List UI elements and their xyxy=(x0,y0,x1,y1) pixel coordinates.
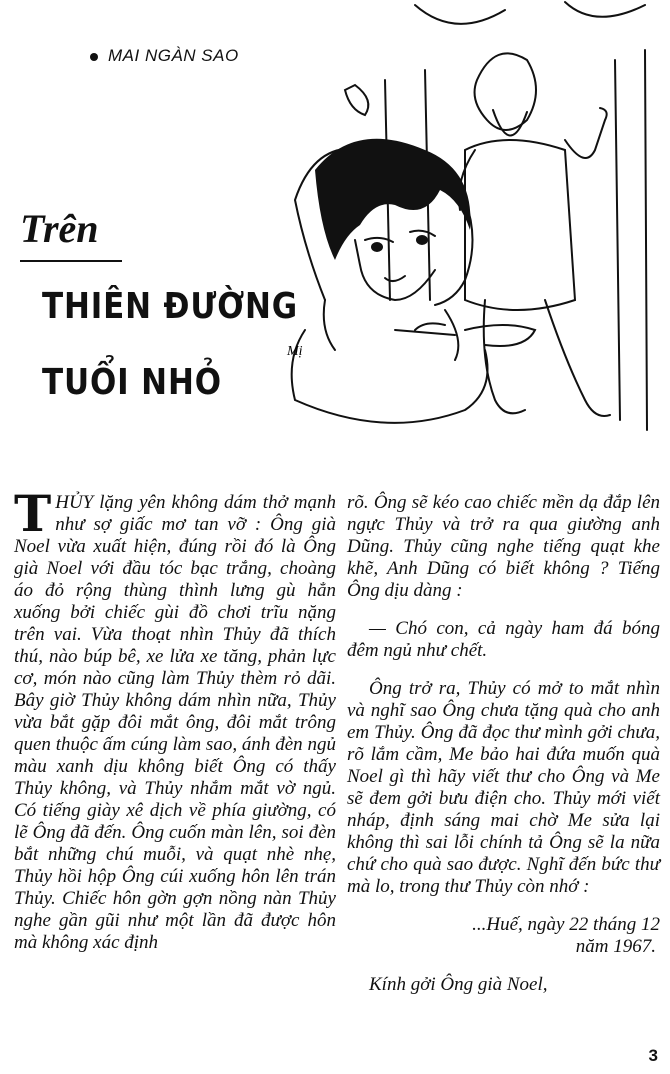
letter-dateline xyxy=(347,914,660,958)
paragraph-dialogue: — Chó con, cả ngày ham đá bóng đêm ngủ như chết. xyxy=(347,618,660,661)
illustration xyxy=(265,0,665,440)
letter-salutation: Kính gởi Ông già Noel, xyxy=(369,974,548,995)
dropcap: T xyxy=(14,484,52,543)
title-rule xyxy=(20,260,122,262)
bullet-icon xyxy=(90,53,98,61)
dateline-2: năm 1967. xyxy=(575,936,656,957)
author-byline xyxy=(90,46,239,66)
paragraph-continued: rõ. Ông sẽ kéo cao chiếc mền dạ đắp lên ngực Thủy và trở ra qua giường anh Dũng. Thủy cũng nghe tiếng quạt khe khẽ, Anh Dũng có biết không ? Tiếng Ông dịu dàng : xyxy=(347,492,660,601)
article-left-column xyxy=(14,484,336,954)
dateline-1: ...Huế, ngày 22 tháng 12 xyxy=(472,914,660,935)
title-script: Trên xyxy=(20,206,99,251)
paragraph-body: Ông trở ra, Thủy có mở to mắt nhìn và nghĩ sao Ông chưa tặng quà cho anh em Thủy. Ông đã đọc thư mình gởi chưa, rõ lắm cầm, Me bảo hai đứa muốn quà Noel gì thì hãy viết thư cho Ông và Me sẽ đem gởi bưu điện cho. Thủy mới viết nháp, định sáng mai chờ Me sửa lại không thì sai lỗi chính tả Ông sẽ la nữa chứ cho quà sao được. Nghĩ đến bức thư mà lo, trong thư Thủy còn nhớ : xyxy=(347,678,660,897)
article-right-column xyxy=(347,492,660,996)
title-line-2: TUỔI NHỎ xyxy=(42,362,222,403)
paragraph-intro xyxy=(14,484,336,954)
author-name: MAI NGÀN SAO xyxy=(108,46,239,65)
artist-signature: Mị xyxy=(287,344,303,359)
title-line-1: THIÊN ĐƯỜNG xyxy=(42,286,299,327)
paragraph-intro-text: HỦY lặng yên không dám thở mạnh như sợ giấc mơ tan vỡ : Ông già Noel vừa xuất hiện, đúng rồi đó là Ông già Noel với đầu tóc bạc trắng, choàng áo đỏ rộng thùng thình lưng gù hẳn xuống bởi chiếc gùi đồ chơi trĩu nặng trên vai. Vừa thoạt nhìn Thủy đã thích thú, nào búp bê, xe lửa xe tăng, phản lực cơ, món nào cũng làm Thủy thèm rỏ dãi. Bây giờ Thủy không dám nhìn nữa, Thủy vừa bắt gặp đôi mắt ông, đôi mắt trông quen thuộc ấm cúng làm sao, ánh đèn ngủ màu xanh dịu không biết Ông có thấy Thủy không, và Thủy nhắm mắt vờ ngủ. Có tiếng giày xê dịch về phía giường, có lẽ Ông đã đến. Ông cuốn màn lên, soi đèn bắt những chú muỗi, và quạt nhè nhẹ, Thủy hồi hộp Ông cúi xuống hôn lên trán Thủy. Chiếc hôn gờn gợn nồng nàn Thủy nghe gần gũi như một lần đã được hôn mà không xác định xyxy=(14,492,336,953)
page-number: 3 xyxy=(648,1046,658,1065)
